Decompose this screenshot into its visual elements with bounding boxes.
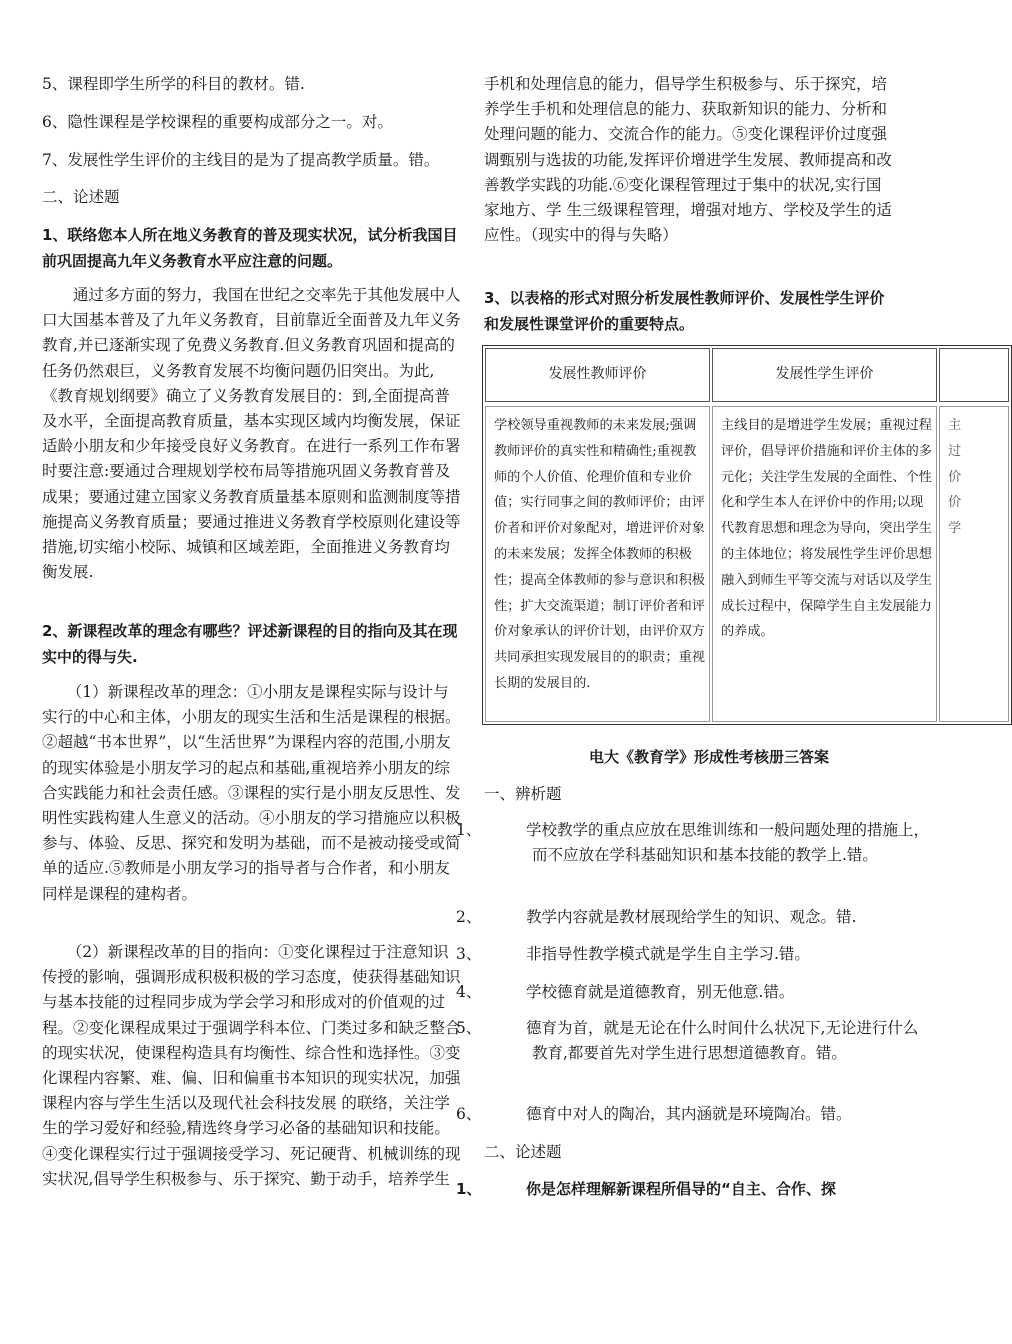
- table-frame: [482, 345, 1012, 725]
- table-header-student: 发展性学生评价: [712, 348, 937, 402]
- section-heading-analysis: 一、辨析题: [484, 785, 562, 803]
- item-5: 5、课程即学生所学的科目的教材。错.: [42, 75, 305, 93]
- answer-2-continuation: 手机和处理信息的能力，倡导学生积极参与、乐于探究，培养学生手机和处理信息的能力、获取新知识的能力、分析和处理问题的能力、交流合作的能力。⑤变化课程评价过度强调甄别与选拔的功能,发挥评价增进学生发展、教师提高和改善教学实践的功能.⑥变化课程管理过于集中的状况,实行国家地方、学 生三级课程管理，增强对地方、学校及学生的适应性。（现实中的得与失略）: [484, 75, 892, 245]
- question-1: 1、联络您本人所在地义务教育的普及现实状况，试分析我国目前巩固提高九年义务教育水平应注意的问题。: [42, 226, 458, 270]
- section-heading-essay-2: 二、论述题: [484, 1143, 562, 1161]
- list-item: 5、 德育为首，就是无论在什么时间什么状况下,无论进行什么教育,都要首先对学生进行思想道德教育。错。: [456, 1019, 919, 1063]
- section-title: 电大《教育学》形成性考核册三答案: [588, 748, 829, 766]
- question-3: 3、以表格的形式对照分析发展性教师评价、发展性学生评价和发展性课堂评价的重要特点。: [484, 289, 885, 333]
- list-item: 4、 学校德育就是道德教育，别无他意.错。: [456, 983, 795, 1001]
- question-last: 1、 你是怎样理解新课程所倡导的“自主、合作、探: [456, 1180, 836, 1198]
- answer-2-part-2: （2）新课程改革的目的指向：①变化课程过于注意知识传授的影响，强调形成积极积极的学习态度，使获得基础知识与基本技能的过程同步成为学会学习和形成对的价值观的过程。②变化课程成果过于强调学科本位、门类过多和缺乏整合的现实状况，使课程构造具有均衡性、综合性和选择性。③变化课程内容繁、难、偏、旧和偏重书本知识的现实状况，加强课程内容与学生生活以及现代社会科技发展 的联络，关注学生的学习爱好和经验,精选终身学习必备的基础知识和技能。④变化课程实行过于强调接受学习、死记硬背、机械训练的现实状况,倡导学生积极参与、乐于探究、勤于动手，培养学生: [42, 943, 461, 1188]
- item-7: 7、发展性学生评价的主线目的是为了提高教学质量。错。: [42, 151, 440, 169]
- table-cell-teacher: 学校领导重视教师的未来发展;强调教师评价的真实性和精确性;重视教师的个人价值、伦理价值和专业价值；实行同事之间的教师评价；由评价者和评价对象配对，增进评价对象的未来发展；发挥全体教师的积极性；提高全体教师的参与意识和积极性；扩大交流渠道；制订评价者和评价对象承认的评价计划，由评价双方共同承担实现发展目的的职责；重视长期的发展目的.: [485, 406, 710, 722]
- list-item: 3、 非指导性教学模式就是学生自主学习.错。: [456, 945, 810, 963]
- table-cell-student: 主线目的是增进学生发展；重视过程评价，倡导评价措施和评价主体的多元化；关注学生发展的全面性、个性化和学生本人在评价中的作用;以现代教育思想和理念为导向，突出学生的主体地位；将发展性学生评价思想融入到师生平等交流与对话以及学生成长过程中，保障学生自主发展能力的养成。: [712, 406, 937, 722]
- table-cell-classroom-fragment: 主 过 价 价 学: [939, 406, 1009, 722]
- question-2: 2、新课程改革的理念有哪些？评述新课程的目的指向及其在现实中的得与失.: [42, 622, 458, 666]
- comparison-table: [482, 345, 962, 725]
- list-item: 2、 教学内容就是教材展现给学生的知识、观念。错.: [456, 908, 857, 926]
- answer-1: 通过多方面的努力，我国在世纪之交率先于其他发展中人口大国基本普及了九年义务教育，目前靠近全面普及九年义务教育,并已逐渐实现了免费义务教育.但义务教育巩固和提高的任务仍然艰巨，义务教育发展不均衡问题仍旧突出。为此,《教育规划纲要》确立了义务教育发展目的：到,全面提高普及水平，全面提高教育质量，基本实现区域内均衡发展，保证适龄小朋友和少年接受良好义务教育。在进行一系列工作布署时要注意:要通过合理规划学校布局等措施巩固义务教育普及成果；要通过建立国家义务教育质量基本原则和监测制度等措施提高义务教育质量；要通过推进义务教育学校原则化建设等措施,切实缩小校际、城镇和区域差距，全面推进义务教育均衡发展.: [42, 286, 461, 582]
- table-header-third: [939, 348, 1009, 402]
- answer-2-part-1: （1）新课程改革的理念：①小朋友是课程实际与设计与实行的中心和主体，小朋友的现实生活和生活是课程的根据。②超越“书本世界”，以“生活世界”为课程内容的范围,小朋友的现实体验是小朋友学习的起点和基础,重视培养小朋友的综合实践能力和社会责任感。③课程的实行是小朋友反思性、发明性实践构建人生意义的活动。④小朋友的学习措施应以积极参与、体验、反思、探究和发明为基础，而不是被动接受或简单的适应.⑤教师是小朋友学习的指导者与合作者，和小朋友同样是课程的建构者。: [42, 683, 461, 903]
- list-item: 1、 学校教学的重点应放在思维训练和一般问题处理的措施上，而不应放在学科基础知识和基本技能的教学上.错。: [456, 821, 930, 865]
- table-header-teacher: 发展性教师评价: [485, 348, 710, 402]
- item-6: 6、隐性课程是学校课程的重要构成部分之一。对。: [42, 113, 393, 131]
- list-item: 6、 德育中对人的陶冶，其内涵就是环境陶冶。错。: [456, 1105, 852, 1123]
- section-heading-essay: 二、论述题: [42, 188, 120, 206]
